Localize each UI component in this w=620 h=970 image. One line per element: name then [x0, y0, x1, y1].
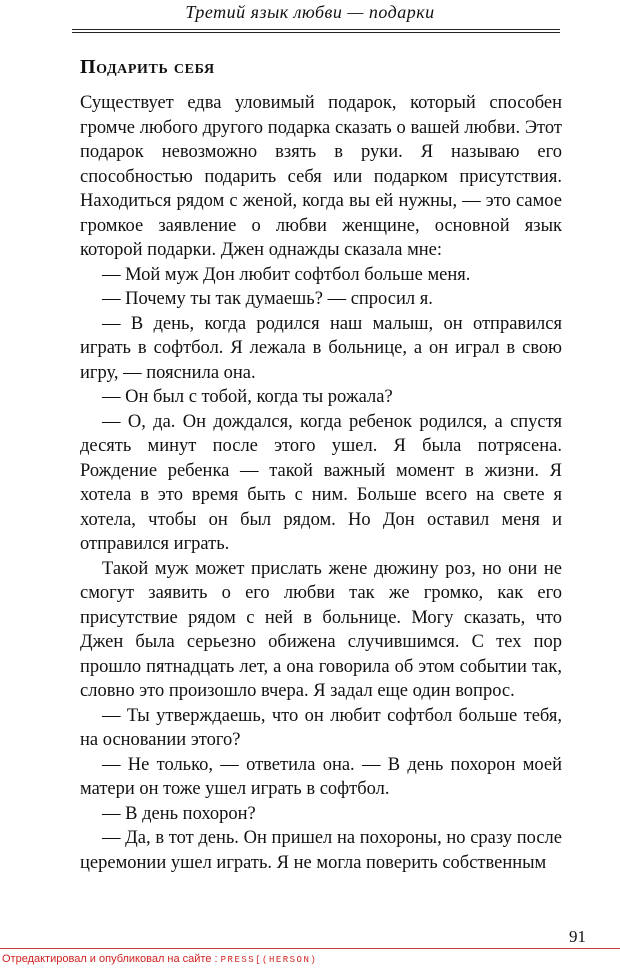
header-rule: [72, 29, 560, 30]
running-head: Третий язык любви — подарки: [185, 2, 435, 22]
section-title: Подарить себя: [80, 56, 215, 78]
paragraph: Существует едва уловимый подарок, который способен громче любого другого подарка сказать о вашей любви. Этот подарок невозможно взять в руки. Я называю его способностью подарить себя или подарком присутствия. Находиться рядом с женой, когда вы ей нужны, — это самое громкое заявление о любви женщине, основной язык которой подарки. Джен однажды сказала мне:: [80, 93, 562, 260]
paragraph: — Не только, — ответила она. — В день похорон моей матери он тоже ушел играть в софтбол.: [80, 754, 562, 799]
watermark-text: Отредактировал и опубликовал на сайте :: [2, 953, 221, 965]
watermark-brand: PRESS[(HERSON): [220, 955, 318, 965]
paragraph: — В день похорон?: [102, 803, 256, 824]
footer-rule: [0, 948, 620, 949]
paragraph: — В день, когда родился наш малыш, он отправился играть в софтбол. Я лежала в больнице, а он играл в свою игру, — пояснила она.: [80, 313, 562, 383]
paragraph: — О, да. Он дождался, когда ребенок родился, а спустя десять минут после этого ушел. Я была потрясена. Рождение ребенка — такой важный момент в жизни. Я хотела в это время быть с ним. Больше всего на свете я хотела, чтобы он был рядом. Но Дон оставил меня и отправился играть.: [80, 411, 562, 554]
paragraph: — Мой муж Дон любит софтбол больше меня.: [102, 264, 471, 285]
paragraph: — Да, в тот день. Он пришел на похороны, но сразу после церемонии ушел играть. Я не могла поверить собственным: [80, 828, 562, 873]
paragraph: — Ты утверждаешь, что он любит софтбол больше тебя, на основании этого?: [80, 705, 562, 750]
paragraph: Такой муж может прислать жене дюжину роз, но они не смогут заявить о его любви так же громко, как его присутствие рядом с ней в больнице. Могу сказать, что Джен была серьезно обижена случившимся. С тех пор прошло пятнадцать лет, а она говорила об этом событии так, словно это произошло вчера. Я задал еще один вопрос.: [80, 558, 562, 701]
paragraph: — Он был с тобой, когда ты рожала?: [102, 387, 393, 407]
page-number: 91: [569, 927, 586, 946]
header-rule-second: [72, 32, 560, 33]
body-text: [80, 91, 562, 875]
paragraph: — Почему ты так думаешь? — спросил я.: [102, 289, 433, 309]
watermark: [2, 953, 317, 965]
